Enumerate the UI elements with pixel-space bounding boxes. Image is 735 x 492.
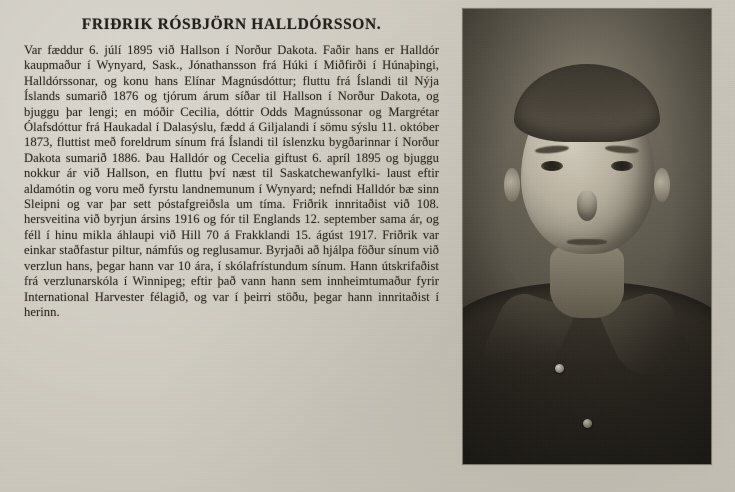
article-body [24, 43, 439, 320]
portrait-photo [463, 9, 711, 464]
portrait-frame [462, 8, 712, 465]
nose [577, 191, 597, 221]
ear-left [504, 168, 520, 202]
ear-right [654, 168, 670, 202]
neck [550, 246, 624, 318]
page-title: FRIÐRIK RÓSBJÖRN HALLDÓRSSON. [81, 16, 382, 33]
uniform-button-lower [583, 419, 592, 428]
article-paragraph: Var fæddur 6. júlí 1895 við Hallson í Norður Dakota. Faðir hans er Halldór kaupmaður í Wynyard, Sask., Jónathansson frá Húki í Miðfirði í Húnaþingi, Halldórssonar, og konu hans Elínar Magnúsdóttur; fluttu frá Íslandi til Nýja Íslands sumarið 1876 og tjórum árum síðar til Hallson í Norður Dakota, og bjuggu þar lengi; en móðir Cecilia, dóttir Odds Magnússonar og Margrétar Ólafsdóttur frá Haukadal í Dalasýslu, fædd á Giljalandi í sömu sýslu 11. október 1873, fluttist með foreldrum sínum frá Íslandi til íslenzku bygðarinnar í Norður Dakota sumarið 1886. Þau Halldór og Cecelia giftust 6. apríl 1895 og bjuggu nokkur ár við Hallson, en fluttu því næst til Saskatchewanfylki- laust eftir aldamótin og voru með fyrstu landnemunum í Wynyard; nefndi Halldór bæ sinn Sleipni og var þar sett póstafgreiðsla um tíma. Friðrik innritaðist við 108. hersveitina við byrjun ársins 1916 og fór til Englands 12. september sama ár, og féll í hinu mikla áhlaupi við Hill 70 á Frakklandi 15. ágúst 1917. Friðrik var einkar staðfastur piltur, námfús og reglusamur. Byrjaði að hjálpa föður sínum við verzlun hans, þegar hann var 10 ára, í skólafrístundum sínum. Hann útskrifaðist frá verzlunarskóla í Winnipeg; eftir það vann hann sem innheimtumaður fyrir International Harvester félagið, og var í þeirri stöðu, þegar hann innritaðist í herinn. [24, 43, 439, 319]
mouth [567, 239, 607, 245]
article-text-column [24, 10, 439, 320]
hair [514, 64, 660, 142]
uniform-button-upper [555, 364, 564, 373]
